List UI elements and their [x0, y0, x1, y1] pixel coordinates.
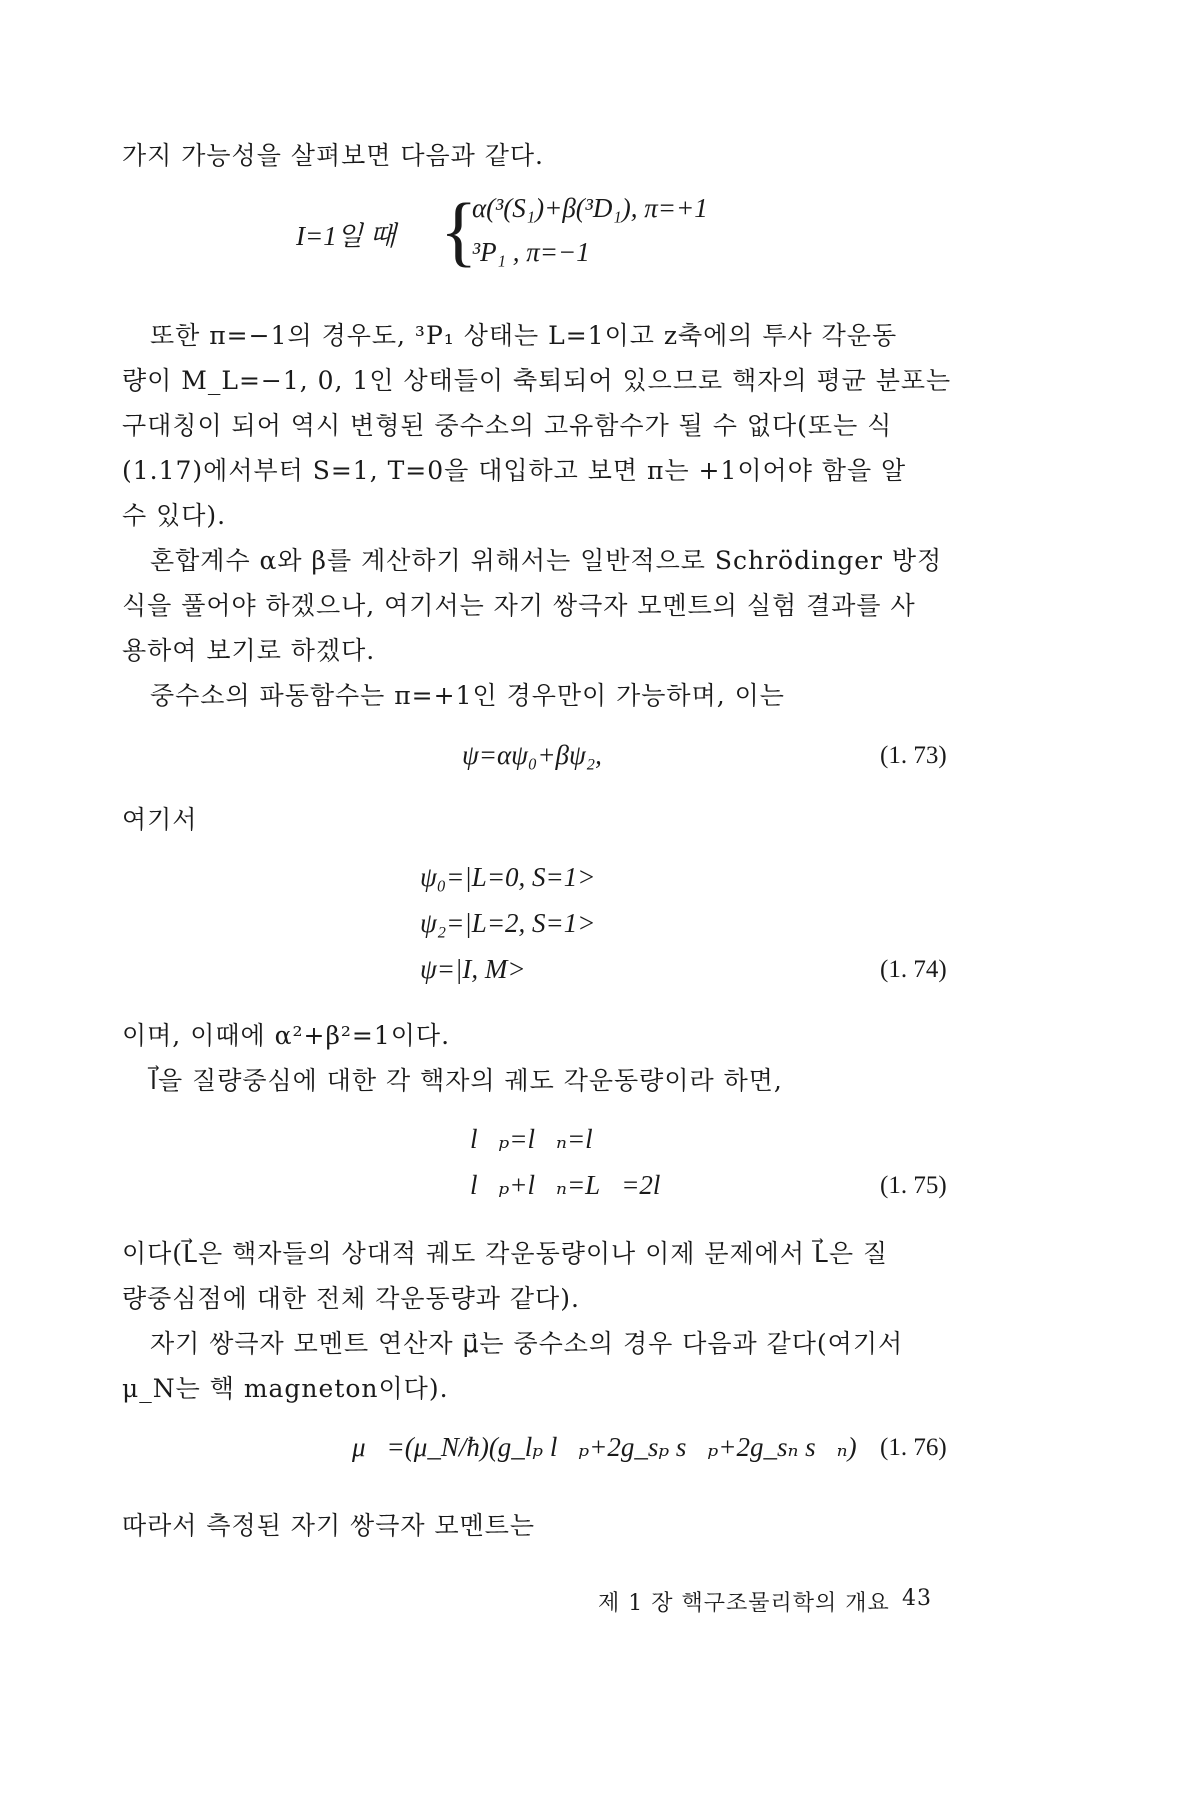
- equation-1-74-psi0: ψ₀=|L=0, S=1>: [420, 862, 596, 892]
- text-line: 여기서: [122, 805, 198, 834]
- left-brace-icon: {: [440, 187, 478, 274]
- text-line: (1.17)에서부터 S=1, T=0을 대입하고 보면 π는 +1이어야 함을 알: [122, 456, 907, 485]
- equation-1-75b: l⃗ₚ+l⃗ₙ=L⃗=2l⃗: [470, 1170, 682, 1200]
- equation-1-73: ψ=αψ₀+βψ₂,: [462, 740, 602, 770]
- text-line: 따라서 측정된 자기 쌍극자 모멘트는: [122, 1511, 536, 1540]
- text-line: 혼합계수 α와 β를 계산하기 위해서는 일반적으로 Schrödinger 방정: [150, 546, 943, 575]
- text-line: 식을 풀어야 하겠으나, 여기서는 자기 쌍극자 모멘트의 실험 결과를 사: [122, 591, 916, 620]
- text-line: 량이 M_L=−1, 0, 1인 상태들이 축퇴되어 있으므로 핵자의 평균 분포는: [122, 366, 952, 395]
- text-line: 이며, 이때에 α²+β²=1이다.: [122, 1021, 451, 1050]
- case-row-positive: α(³(S₁)+β(³D₁), π=+1: [472, 193, 708, 223]
- text-line: 중수소의 파동함수는 π=+1인 경우만이 가능하며, 이는: [150, 681, 785, 710]
- text-line: 구대칭이 되어 역시 변형된 중수소의 고유함수가 될 수 없다(또는 식: [122, 411, 893, 440]
- equation-1-76: μ⃗=(μ_N/ħ)(g_lₚ l⃗ₚ+2g_sₚ s⃗ₚ+2g_sₙ s⃗ₙ): [352, 1432, 857, 1462]
- footer-chapter-title: 제 1 장 핵구조물리학의 개요: [598, 1591, 890, 1616]
- text-line: 량중심점에 대한 전체 각운동량과 같다).: [122, 1284, 580, 1313]
- equation-number: (1. 75): [880, 1172, 947, 1199]
- equation-1-74-psi2: ψ₂=|L=2, S=1>: [420, 908, 596, 938]
- equation-number: (1. 74): [880, 956, 947, 983]
- text-line: 가지 가능성을 살펴보면 다음과 같다.: [122, 141, 544, 170]
- text-line: 수 있다).: [122, 501, 227, 530]
- equation-number: (1. 73): [880, 742, 947, 769]
- page-number: 43: [902, 1586, 932, 1611]
- text-line: μ_N는 핵 magneton이다).: [122, 1374, 449, 1403]
- text-line: 이다(L⃗은 핵자들의 상대적 궤도 각운동량이나 이제 문제에서 L⃗은 질: [122, 1239, 889, 1268]
- case-equation-lhs: I=1일 때: [296, 221, 396, 251]
- text-line: 또한 π=−1의 경우도, ³P₁ 상태는 L=1이고 z축에의 투사 각운동: [150, 321, 898, 350]
- equation-number: (1. 76): [880, 1434, 947, 1461]
- text-line: l⃗을 질량중심에 대한 각 핵자의 궤도 각운동량이라 하면,: [150, 1066, 783, 1095]
- text-line: 용하여 보기로 하겠다.: [122, 636, 376, 665]
- equation-1-74-psi: ψ=|I, M>: [420, 954, 526, 984]
- case-row-negative: ³P₁ , π=−1: [472, 237, 590, 267]
- equation-1-75a: l⃗ₚ=l⃗ₙ=l⃗: [470, 1124, 614, 1154]
- text-line: 자기 쌍극자 모멘트 연산자 μ⃗는 중수소의 경우 다음과 같다(여기서: [150, 1329, 904, 1358]
